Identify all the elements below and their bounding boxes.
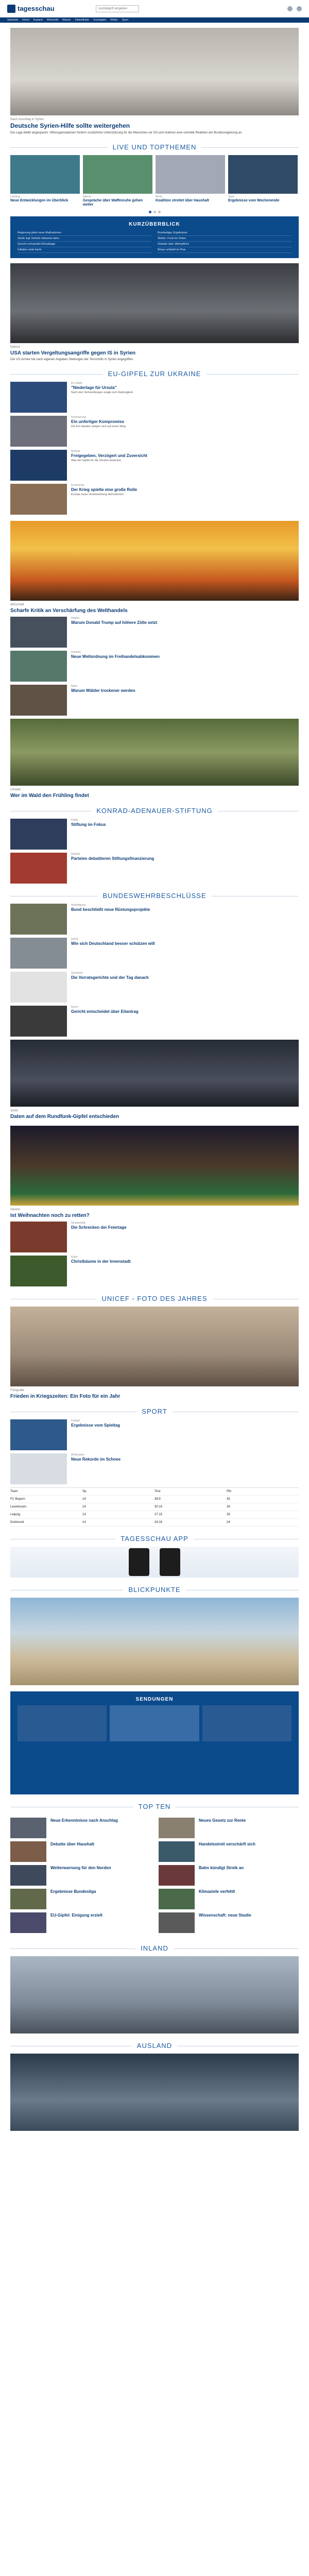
list-thumb <box>159 1841 195 1862</box>
card-headline[interactable]: Koalition streitet über Haushalt <box>156 199 209 203</box>
list-thumb <box>159 1889 195 1909</box>
inland-image[interactable] <box>10 1956 299 2033</box>
list-headline[interactable]: Parteien debattieren Stiftungsfinanzierung <box>71 856 154 861</box>
list-thumb <box>10 819 67 850</box>
section-bild: BLICKPUNKTE <box>10 1586 299 1594</box>
kurz-item[interactable]: Bundesliga: Ergebnisse <box>158 230 291 236</box>
list-headline[interactable]: Wetterwarnung für den Norden <box>50 1865 111 1870</box>
list-teaser: Die EU-Staaten einigen sich auf einen Weg. <box>71 425 127 428</box>
list-item[interactable] <box>10 1006 299 1037</box>
list-item[interactable] <box>10 450 299 481</box>
list-headline[interactable]: Bahn kündigt Streik an <box>199 1865 244 1870</box>
economy-headline[interactable]: Scharfe Kritik an Verschärfung des Welthandels <box>10 607 128 614</box>
list-kicker: EU-Gipfel <box>71 381 82 385</box>
list-teaser: Was der Gipfel für die Ukraine bedeutet. <box>71 459 122 462</box>
syria-teaser: Die US-Armee hat nach eigenen Angaben Stellungen der Terrormiliz in Syrien angegriffen. <box>10 358 134 361</box>
list-thumb <box>10 1006 67 1037</box>
list-headline[interactable]: Freigegeben, Verzögert und Zuversicht <box>71 453 148 458</box>
hero-headline[interactable]: Deutsche Syrien-Hilfe sollte weitergehen <box>10 122 130 129</box>
table-row[interactable]: Leverkusen 14 30:14 28 <box>10 1503 299 1511</box>
kurz-item[interactable]: Streik legt Verkehr teilweise lahm <box>18 236 151 242</box>
logo-text: tagesschau <box>18 5 55 12</box>
list-item[interactable] <box>10 853 299 884</box>
list-item[interactable] <box>10 1419 299 1450</box>
live-card[interactable] <box>228 155 298 208</box>
syria-image[interactable] <box>10 263 299 343</box>
list-headline[interactable]: Bund beschließt neue Rüstungsprojekte <box>71 907 150 912</box>
carousel-dots <box>10 211 299 213</box>
nav-item[interactable]: Faktenfinder <box>75 19 90 22</box>
main-nav <box>0 18 309 23</box>
list-item[interactable] <box>10 938 299 969</box>
kurz-item[interactable]: Inflation sinkt leicht <box>18 247 151 253</box>
list-thumb <box>10 484 67 515</box>
section-top: TOP TEN <box>10 1803 299 1810</box>
table-header: Team Sp. Tore Pkt. <box>10 1488 299 1496</box>
sendungen-title: SENDUNGEN <box>135 1696 174 1702</box>
list-item[interactable] <box>159 1818 299 1838</box>
list-headline[interactable]: Stiftung im Fokus <box>71 822 106 827</box>
section-kas: KONRAD-ADENAUER-STIFTUNG <box>10 807 299 815</box>
list-thumb <box>10 416 67 447</box>
kurz-item[interactable]: Debatte über Wehrpflicht <box>158 242 291 247</box>
card-headline[interactable]: Gespräche über Waffenruhe gehen weiter <box>83 199 143 207</box>
list-item[interactable] <box>10 617 299 648</box>
list-item[interactable] <box>10 972 299 1003</box>
sendungen-box <box>10 1691 299 1794</box>
table-row[interactable]: Dortmund 14 24:16 24 <box>10 1519 299 1527</box>
list-headline[interactable]: Gericht entscheidet über Eilantrag <box>71 1009 139 1014</box>
list-kicker: Natur <box>71 684 78 688</box>
top-bar <box>0 0 309 18</box>
list-kicker: Politik <box>71 818 78 822</box>
sendung-thumb[interactable] <box>18 1705 107 1741</box>
list-headline[interactable]: Neue Rekorde im Schnee <box>71 1456 121 1462</box>
section-inland: INLAND <box>10 1944 299 1952</box>
list-kicker: Gesellschaft <box>71 1221 85 1225</box>
list-item[interactable] <box>10 1865 150 1886</box>
list-kicker: Kultur <box>71 1255 78 1259</box>
list-headline[interactable]: Ergebnisse Bundesliga <box>50 1889 96 1894</box>
list-thumb <box>10 450 67 481</box>
list-item[interactable] <box>10 416 299 447</box>
list-thumb <box>10 1419 67 1450</box>
section-live: LIVE UND TOPTHEMEN <box>10 143 299 151</box>
list-headline[interactable]: Neue Weltordnung im Freihandelsabkommen <box>71 654 160 659</box>
list-headline[interactable]: Die Vorratsgerichte und der Tag danach <box>71 975 149 980</box>
table-row[interactable]: FC Bayern 14 38:9 35 <box>10 1496 299 1503</box>
list-item[interactable] <box>10 1818 150 1838</box>
list-item[interactable] <box>10 904 299 935</box>
list-item[interactable] <box>10 1453 299 1484</box>
list-kicker: Wintersport <box>71 1453 84 1456</box>
ausland-image[interactable] <box>10 2054 299 2131</box>
list-headline[interactable]: Debatte über Haushalt <box>50 1841 94 1846</box>
list-headline[interactable]: Neues Gesetz zur Rente <box>199 1818 246 1823</box>
list-thumb <box>10 1841 46 1862</box>
list-thumb <box>10 853 67 884</box>
sendung-thumb[interactable] <box>110 1705 199 1741</box>
list-thumb <box>10 972 67 1003</box>
list-headline[interactable]: Warum Wälder trockener werden <box>71 688 135 693</box>
forest-kicker: Umwelt <box>10 788 21 791</box>
list-thumb <box>10 1256 67 1286</box>
syria-headline[interactable]: USA starten Vergeltungsangriffe gegen IS in Syrien <box>10 350 136 356</box>
list-headline[interactable]: Christbäume in der Innenstadt <box>71 1259 131 1264</box>
bw-headline[interactable]: Daten auf dem Rundfunk-Gipfel entschieden <box>10 1113 119 1120</box>
list-headline[interactable]: Wie sich Deutschland besser schützen will <box>71 941 155 946</box>
section-sport: SPORT <box>10 1408 299 1415</box>
carousel-dot[interactable] <box>153 211 156 213</box>
list-kicker: Industrie <box>71 650 81 654</box>
list-kicker: Recht <box>71 1005 78 1009</box>
list-headline[interactable]: Warum Donald Trump auf höhere Zölle setzt <box>71 620 158 625</box>
list-headline[interactable]: Ergebnisse vom Spieltag <box>71 1422 121 1428</box>
card-kicker: Nahost <box>83 195 91 199</box>
hero-teaser: Die Lage bleibt angespannt. Hilfsorganisationen fordern zusätzliche Unterstützung für die Menschen vor Ort und mahnen eine schnelle Reaktion der Bundesregierung an. <box>10 131 243 134</box>
card-image <box>10 155 80 194</box>
logo[interactable] <box>7 5 55 13</box>
kurz-col-left <box>18 230 151 253</box>
unicef-headline[interactable]: Frieden in Kriegszeiten: Ein Foto für ein Jahr <box>10 1393 121 1399</box>
list-kicker: Fußball <box>71 1419 80 1422</box>
xmas-headline[interactable]: Ist Weihnachten noch zu retten? <box>10 1212 90 1218</box>
account-icon[interactable] <box>287 6 293 11</box>
bw-kicker: Justiz <box>10 1109 19 1112</box>
section-app: TAGESSCHAU APP <box>10 1535 299 1543</box>
list-headline[interactable]: Handelsstreit verschärft sich <box>199 1841 255 1846</box>
carousel-dot[interactable] <box>149 211 151 213</box>
nav-item[interactable]: Inland <box>22 19 29 22</box>
card-image <box>156 155 225 194</box>
list-headline[interactable]: "Niederlage für Ursula" <box>71 385 117 390</box>
list-item[interactable] <box>10 685 299 716</box>
nav-item[interactable]: Ausland <box>33 19 43 22</box>
nav-item[interactable]: Startseite <box>7 19 19 22</box>
kurz-item[interactable]: Gericht verhandelt Klimaklage <box>18 242 151 247</box>
list-thumb <box>10 1222 67 1252</box>
sendung-thumb[interactable] <box>202 1705 291 1741</box>
kurz-item[interactable]: Wetter: Frost im Osten <box>158 236 291 242</box>
card-kicker: Berlin <box>156 195 162 199</box>
phone-image <box>129 1548 149 1576</box>
nav-item[interactable]: Wetter <box>110 19 118 22</box>
kurz-item[interactable]: Börse schließt im Plus <box>158 247 291 253</box>
list-item[interactable] <box>10 651 299 682</box>
nav-item[interactable]: Wissen <box>62 19 71 22</box>
economy-image[interactable] <box>10 521 299 601</box>
search-input[interactable] <box>96 5 139 12</box>
list-kicker: Debatte <box>71 852 80 856</box>
top-ten-grid <box>10 1815 299 1936</box>
xmas-kicker: Advent <box>10 1208 20 1211</box>
hero-image[interactable] <box>10 28 299 115</box>
top-icons <box>287 6 302 11</box>
list-thumb <box>10 1453 67 1484</box>
list-kicker: Handel <box>71 616 79 620</box>
list-kicker: Analyse <box>71 449 80 453</box>
list-thumb <box>159 1818 195 1838</box>
list-item[interactable] <box>159 1865 299 1886</box>
unicef-image[interactable] <box>10 1307 299 1386</box>
kurzueberblick-box <box>10 216 299 258</box>
list-teaser: Nach den Verhandlungen zeigte sich Ratlosigkeit. <box>71 391 134 394</box>
list-kicker: Verteidigung <box>71 903 85 907</box>
live-card[interactable] <box>156 155 225 208</box>
card-image <box>83 155 152 194</box>
list-thumb <box>10 1865 46 1886</box>
menu-icon[interactable] <box>297 6 302 11</box>
section-bw: BUNDESWEHRBESCHLÜSSE <box>10 892 299 900</box>
unicef-kicker: Fotografie <box>10 1388 25 1392</box>
app-promo[interactable] <box>10 1547 299 1578</box>
list-item[interactable] <box>10 382 299 413</box>
list-kicker: Kommentar <box>71 483 84 487</box>
card-headline[interactable]: Ergebnisse vom Wochenende <box>228 199 280 203</box>
bw-image[interactable] <box>10 1040 299 1107</box>
kurz-col-right <box>158 230 291 253</box>
list-thumb <box>10 651 67 682</box>
list-headline[interactable]: Ein unfertiger Kompromiss <box>71 419 125 424</box>
list-headline[interactable]: Neue Erkenntnisse nach Anschlag <box>50 1818 118 1823</box>
list-item[interactable] <box>10 484 299 515</box>
list-thumb <box>10 1889 46 1909</box>
list-thumb <box>159 1865 195 1886</box>
list-item[interactable] <box>10 1889 150 1909</box>
logo-mark <box>7 5 15 13</box>
list-thumb <box>10 1912 46 1933</box>
kurz-item[interactable]: Regierung plant neue Maßnahmen <box>18 230 151 236</box>
list-thumb <box>10 938 67 969</box>
economy-kicker: Wirtschaft <box>10 603 24 606</box>
hero-kicker: Nach Anschlag in Syrien <box>10 118 44 121</box>
phone-image <box>160 1548 180 1576</box>
list-item[interactable] <box>159 1912 299 1933</box>
list-thumb <box>10 904 67 935</box>
card-headline[interactable]: Neue Entwicklungen im Überblick <box>10 199 68 203</box>
list-kicker: Inland <box>71 937 78 941</box>
section-eu: EU-GIPFEL ZUR UKRAINE <box>10 370 299 378</box>
list-item[interactable] <box>159 1889 299 1909</box>
nav-item[interactable]: Sport <box>122 19 128 22</box>
list-kicker: Finanzierung <box>71 415 86 419</box>
content <box>10 23 299 2131</box>
nav-item[interactable]: Wirtschaft <box>46 19 59 22</box>
list-thumb <box>10 685 67 716</box>
list-thumb <box>10 1818 46 1838</box>
list-headline[interactable]: Wissenschaft: neue Studie <box>199 1912 251 1918</box>
list-item[interactable] <box>10 1222 299 1252</box>
list-item[interactable] <box>10 819 299 850</box>
list-teaser: Europa muss Verantwortung übernehmen. <box>71 493 125 496</box>
list-item[interactable] <box>10 1912 150 1933</box>
forest-headline[interactable]: Wer im Wald den Frühling findet <box>10 792 89 799</box>
card-kicker: Sport <box>228 195 234 199</box>
kurz-title: KURZÜBERBLICK <box>129 221 180 227</box>
list-headline[interactable]: Die Schrecken der Feiertage <box>71 1225 127 1230</box>
table-row[interactable]: Leipzig 14 27:15 26 <box>10 1511 299 1519</box>
list-thumb <box>10 382 67 413</box>
card-kicker: Liveblog <box>10 195 20 199</box>
syria-kicker: Nahost <box>10 345 21 349</box>
list-item[interactable] <box>159 1841 299 1862</box>
section-ausland: AUSLAND <box>10 2042 299 2049</box>
list-kicker: Sicherheit <box>71 971 83 975</box>
list-item[interactable] <box>10 1256 299 1286</box>
list-thumb <box>10 617 67 648</box>
carousel-dot[interactable] <box>158 211 161 213</box>
nav-item[interactable]: Investigativ <box>93 19 107 22</box>
list-thumb <box>159 1912 195 1933</box>
blickpunkte-image[interactable] <box>10 1598 299 1685</box>
list-item[interactable] <box>10 1841 150 1862</box>
list-headline[interactable]: Klimaziele verfehlt <box>199 1889 235 1894</box>
list-headline[interactable]: EU-Gipfel: Einigung erzielt <box>50 1912 102 1918</box>
section-unicef: UNICEF - FOTO DES JAHRES <box>10 1295 299 1302</box>
forest-image[interactable] <box>10 719 299 786</box>
list-headline[interactable]: Der Krieg spielte eine große Rolle <box>71 487 138 492</box>
sport-table <box>10 1487 299 1527</box>
xmas-image[interactable] <box>10 1126 299 1206</box>
live-card[interactable] <box>83 155 152 208</box>
live-cards <box>10 155 299 208</box>
live-card[interactable] <box>10 155 80 208</box>
card-image <box>228 155 298 194</box>
